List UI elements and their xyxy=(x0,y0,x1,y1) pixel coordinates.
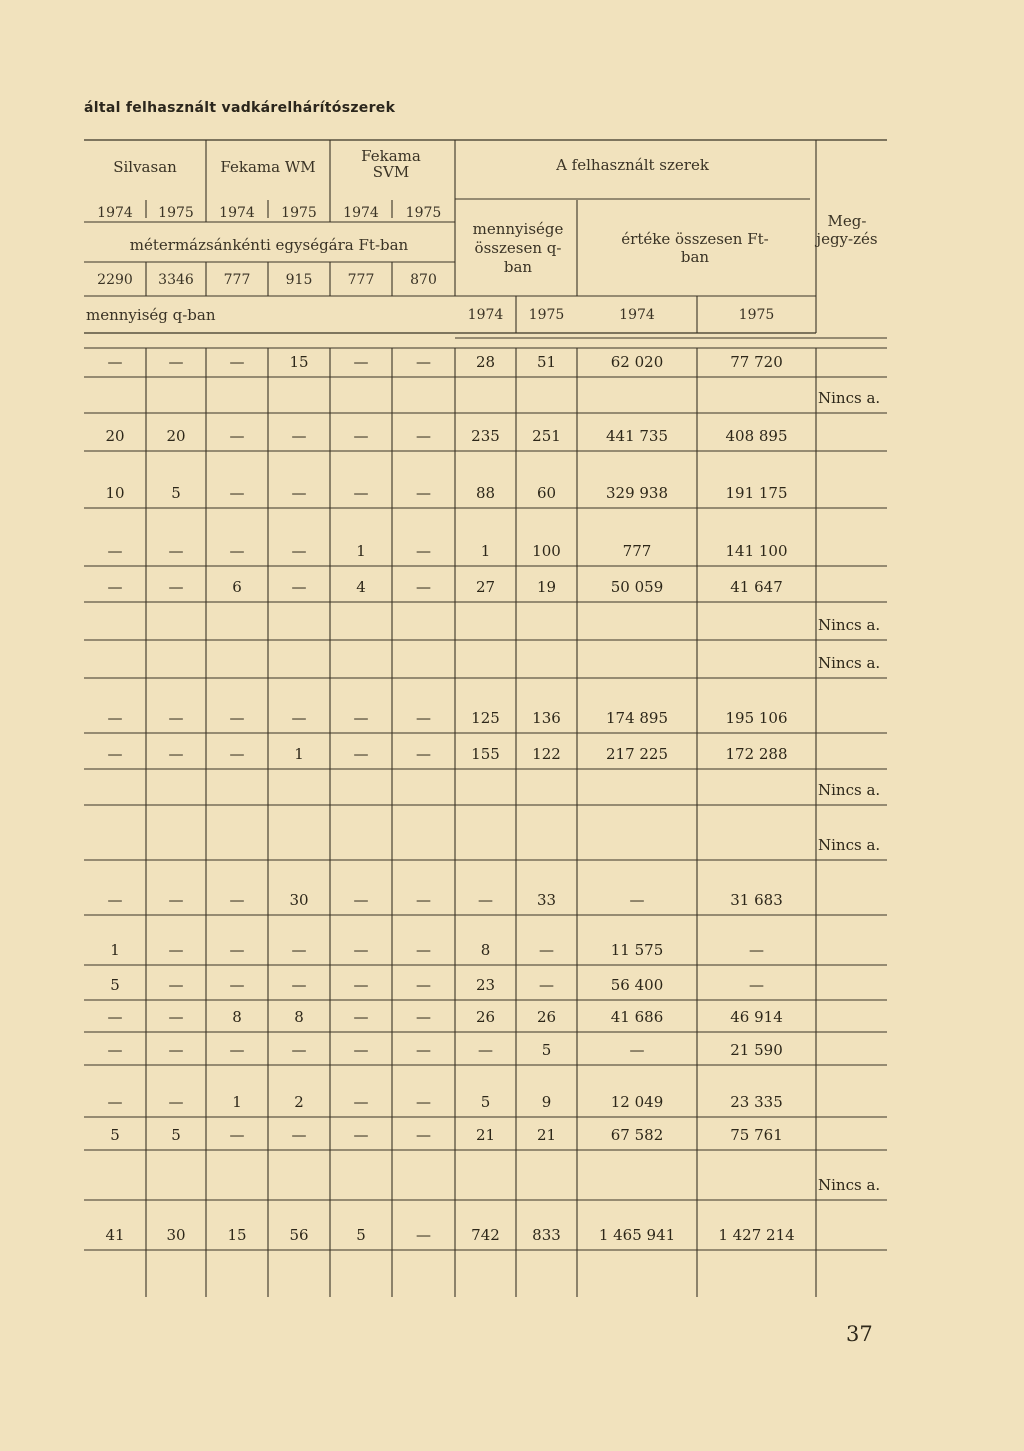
table-cell: — xyxy=(353,1126,369,1144)
header-year-value: 1974 xyxy=(619,307,655,323)
table-cell: 15 xyxy=(227,1226,247,1244)
table-cell: — xyxy=(107,891,123,909)
header-year: 1974 xyxy=(97,205,133,221)
table-cell: 172 288 xyxy=(725,745,788,763)
table-cell: — xyxy=(353,484,369,502)
table-cell-note: Nincs a. xyxy=(818,1176,881,1194)
table-cell: — xyxy=(353,427,369,445)
table-cell: 31 683 xyxy=(730,891,783,909)
table-cell: — xyxy=(168,976,184,994)
table-cell-note: Nincs a. xyxy=(818,389,881,407)
table-cell: 30 xyxy=(289,891,309,909)
page-title: által felhasznált vadkárelhárítószerek xyxy=(84,100,396,116)
header-fekama-wm: Fekama WM xyxy=(220,158,316,176)
table-cell: 9 xyxy=(541,1093,552,1111)
table-cell: 51 xyxy=(536,353,557,371)
table-cell: — xyxy=(629,891,645,909)
table-cell: — xyxy=(478,1041,493,1059)
table-cell: 191 175 xyxy=(725,484,788,502)
table-cell-note: Nincs a. xyxy=(818,654,881,672)
table-cell: — xyxy=(229,891,245,909)
table-cell: — xyxy=(229,976,245,994)
table-cell-note: Nincs a. xyxy=(818,781,881,799)
table-cell: 1 xyxy=(110,941,120,959)
table-cell: — xyxy=(291,1041,307,1059)
table-cell: — xyxy=(353,745,369,763)
table-cell-note: Nincs a. xyxy=(818,616,881,634)
table-cell: — xyxy=(229,745,245,763)
table-cell: — xyxy=(353,1041,369,1059)
table-cell: — xyxy=(229,1041,245,1059)
table-cell: — xyxy=(749,976,764,994)
table-cell: 8 xyxy=(232,1008,242,1026)
table-cell: 5 xyxy=(110,976,120,994)
header-year-quantity: 1975 xyxy=(528,307,565,323)
table-cell: — xyxy=(168,1008,184,1026)
table-cell: 8 xyxy=(294,1008,304,1026)
table-cell: 75 761 xyxy=(730,1126,783,1144)
table-cell: 136 xyxy=(532,709,561,727)
table-cell: 742 xyxy=(471,1226,500,1244)
table-cell: — xyxy=(107,1093,123,1111)
table-cell: 1 xyxy=(294,745,304,763)
header-year: 1975 xyxy=(405,205,442,221)
table-cell: — xyxy=(229,709,245,727)
table-cell: 50 059 xyxy=(610,578,664,596)
header-fekama-svm: Fekama SVM xyxy=(361,147,421,181)
header-year: 1974 xyxy=(343,205,379,221)
table-cell: 5 xyxy=(171,484,181,502)
table-cell: 67 582 xyxy=(610,1126,664,1144)
table-cell: — xyxy=(168,353,184,371)
table-cell: — xyxy=(107,1041,123,1059)
table-cell: 56 400 xyxy=(610,976,664,994)
table-cell: — xyxy=(168,542,184,560)
table-cell: — xyxy=(168,1093,184,1111)
table-cell: 8 xyxy=(480,941,491,959)
table-cell: 174 895 xyxy=(605,709,669,727)
table-cell: 1 xyxy=(480,542,491,560)
table-cell: 1 xyxy=(232,1093,242,1111)
table-cell: 33 xyxy=(536,891,557,909)
header-egysegar-label: métermázsánkénti egységára Ft-ban xyxy=(129,236,409,254)
table-cell: — xyxy=(168,941,184,959)
table-cell: 26 xyxy=(475,1008,496,1026)
table-cell: 2 xyxy=(294,1093,304,1111)
table-cell: 155 xyxy=(471,745,500,763)
table-cell: 20 xyxy=(105,427,125,445)
table-cell: — xyxy=(353,1008,369,1026)
header-silvasan: Silvasan xyxy=(113,158,177,176)
header-unit-price: 777 xyxy=(347,272,375,288)
header-year-quantity: 1974 xyxy=(467,307,504,323)
table-cell: — xyxy=(416,427,431,445)
table-cell: — xyxy=(107,709,123,727)
table-cell: — xyxy=(353,976,369,994)
table-cell: — xyxy=(168,745,184,763)
table-cell: — xyxy=(107,745,123,763)
table-cell: — xyxy=(229,1126,245,1144)
header-erteke-osszesen: értéke összesen Ft-ban xyxy=(621,230,769,266)
table-cell: 41 xyxy=(105,1226,125,1244)
table-cell: 21 xyxy=(475,1126,496,1144)
table-cell: 6 xyxy=(232,578,242,596)
table-cell: — xyxy=(107,542,123,560)
table-cell: 141 100 xyxy=(725,542,788,560)
table-cell: 1 xyxy=(356,542,366,560)
table-cell: — xyxy=(291,941,307,959)
table-cell: — xyxy=(416,745,431,763)
table-cell: 12 049 xyxy=(610,1093,664,1111)
table-cell: 41 647 xyxy=(730,578,783,596)
table-cell: — xyxy=(291,578,307,596)
table-cell: — xyxy=(416,353,431,371)
table-cell: — xyxy=(107,353,123,371)
table-cell: 88 xyxy=(475,484,496,502)
table-cell: — xyxy=(168,1041,184,1059)
table-cell: 30 xyxy=(166,1226,186,1244)
table-cell: 21 xyxy=(536,1126,557,1144)
table-cell: — xyxy=(539,941,554,959)
table-cell: 441 735 xyxy=(605,427,669,445)
table-cell: — xyxy=(749,941,764,959)
table-cell: — xyxy=(291,976,307,994)
table-cell: 60 xyxy=(536,484,557,502)
header-year: 1975 xyxy=(158,205,194,221)
table-cell: 21 590 xyxy=(730,1041,783,1059)
table-cell: 5 xyxy=(480,1093,491,1111)
table-cell: — xyxy=(168,891,184,909)
header-mennyisege-osszesen: mennyisége összesen q-ban xyxy=(472,220,564,276)
table-cell: 62 020 xyxy=(610,353,664,371)
table-cell: 122 xyxy=(532,745,561,763)
table-cell: — xyxy=(291,484,307,502)
table-cell: — xyxy=(353,891,369,909)
table-cell: — xyxy=(539,976,554,994)
header-year-value: 1975 xyxy=(738,307,775,323)
table-cell: 15 xyxy=(289,353,309,371)
table-cell: 26 xyxy=(536,1008,557,1026)
table-cell: — xyxy=(416,709,431,727)
table-cell: — xyxy=(353,1093,369,1111)
header-year: 1974 xyxy=(219,205,255,221)
table-cell: 56 xyxy=(289,1226,309,1244)
table-cell: — xyxy=(291,709,307,727)
table-cell: 5 xyxy=(356,1226,366,1244)
table-cell: — xyxy=(416,1093,431,1111)
table-cell: — xyxy=(416,578,431,596)
table-cell: — xyxy=(168,578,184,596)
table-cell: — xyxy=(168,709,184,727)
table-cell: — xyxy=(629,1041,645,1059)
table-cell: — xyxy=(416,941,431,959)
table-cell: 23 335 xyxy=(730,1093,783,1111)
table-cell: 777 xyxy=(622,542,652,560)
table-cell: — xyxy=(416,542,431,560)
table-cell: 11 575 xyxy=(610,941,664,959)
table-cell: 28 xyxy=(475,353,496,371)
table-cell: 195 106 xyxy=(725,709,788,727)
header-year: 1975 xyxy=(281,205,317,221)
header-unit-price: 915 xyxy=(285,272,313,288)
table-cell: 235 xyxy=(471,427,500,445)
table-cell: 125 xyxy=(471,709,500,727)
table-cell: — xyxy=(291,542,307,560)
table-cell: — xyxy=(229,542,245,560)
table-cell: 5 xyxy=(110,1126,120,1144)
page-number: 37 xyxy=(846,1322,873,1346)
table-cell: — xyxy=(229,353,245,371)
table-cell: 251 xyxy=(532,427,561,445)
table-cell: 10 xyxy=(105,484,125,502)
table-cell: — xyxy=(416,1041,431,1059)
table-cell: — xyxy=(416,1226,431,1244)
table-cell: 100 xyxy=(532,542,561,560)
table-cell: — xyxy=(416,891,431,909)
table-cell: 20 xyxy=(166,427,186,445)
table-cell: — xyxy=(353,941,369,959)
table-cell: 408 895 xyxy=(725,427,788,445)
table-cell: 833 xyxy=(532,1226,561,1244)
table-cell: 46 914 xyxy=(730,1008,783,1026)
header-unit-price: 3346 xyxy=(158,272,194,288)
table-cell: — xyxy=(107,578,123,596)
table-cell: 1 427 214 xyxy=(718,1226,795,1244)
table-cell: — xyxy=(353,353,369,371)
header-mennyiseg-label: mennyiség q-ban xyxy=(86,306,216,324)
table-cell: — xyxy=(416,976,431,994)
header-megjegyzes: Meg-jegy-zés xyxy=(816,212,878,248)
table-cell: 1 465 941 xyxy=(598,1226,676,1244)
header-unit-price: 2290 xyxy=(97,272,133,288)
table-cell: — xyxy=(291,1126,307,1144)
table-cell: 5 xyxy=(541,1041,552,1059)
header-felhasznalt-szerek: A felhasznált szerek xyxy=(556,156,709,174)
table-cell: — xyxy=(416,1008,431,1026)
table-cell: 19 xyxy=(536,578,557,596)
table-cell: — xyxy=(478,891,493,909)
table-cell: 41 686 xyxy=(610,1008,664,1026)
table-cell: — xyxy=(229,941,245,959)
table-cell: — xyxy=(229,484,245,502)
table-cell: — xyxy=(291,427,307,445)
table-cell-note: Nincs a. xyxy=(818,836,881,854)
table-cell: 23 xyxy=(475,976,496,994)
table-cell: — xyxy=(107,1008,123,1026)
table-cell: 329 938 xyxy=(605,484,669,502)
table-cell: — xyxy=(416,1126,431,1144)
table-cell: — xyxy=(353,709,369,727)
header-unit-price: 870 xyxy=(410,272,437,288)
table-cell: 77 720 xyxy=(730,353,783,371)
table-cell: 27 xyxy=(475,578,496,596)
table-cell: — xyxy=(229,427,245,445)
table-cell: 5 xyxy=(171,1126,181,1144)
table-cell: 217 225 xyxy=(605,745,669,763)
table-cell: 4 xyxy=(356,578,366,596)
table-cell: — xyxy=(416,484,431,502)
header-unit-price: 777 xyxy=(223,272,251,288)
